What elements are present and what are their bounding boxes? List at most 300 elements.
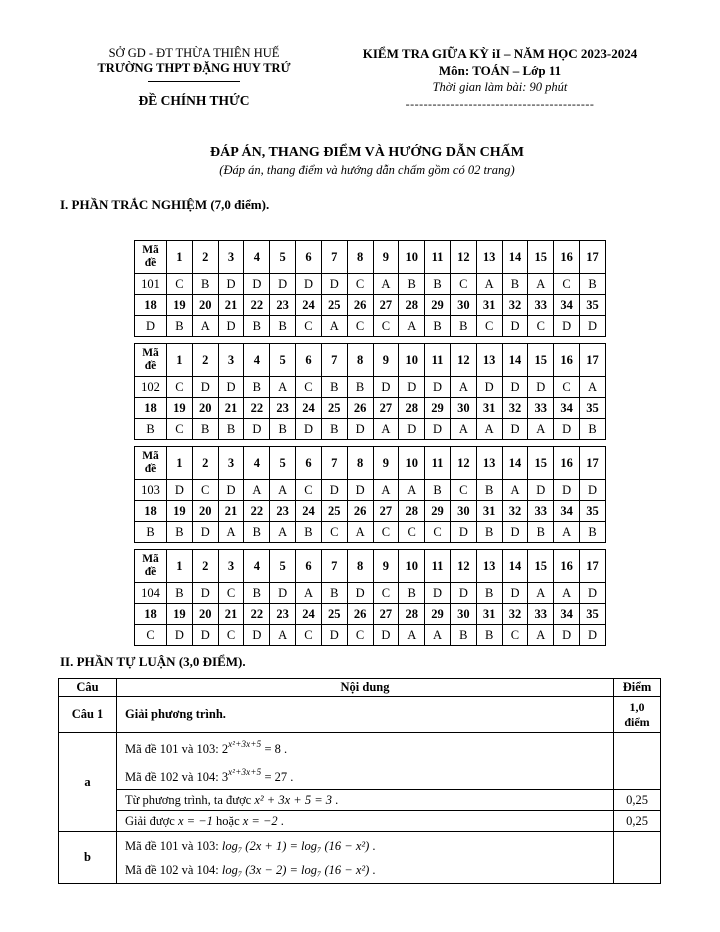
mc-cell: A — [373, 480, 399, 501]
mc-table-103-row-2 — [135, 480, 606, 501]
mc-cell: B — [450, 625, 476, 646]
mc-cell: 31 — [476, 295, 502, 316]
mc-cell: 33 — [528, 604, 554, 625]
mc-cell: 6 — [296, 241, 322, 274]
mc-cell: B — [476, 583, 502, 604]
mc-cell: C — [218, 583, 244, 604]
mc-cell: 24 — [296, 295, 322, 316]
mc-table-104-row-4 — [135, 625, 606, 646]
mc-cell: 20 — [192, 295, 218, 316]
mc-cell: B — [502, 274, 528, 295]
mc-cell: 4 — [244, 447, 270, 480]
mc-cell: 34 — [554, 295, 580, 316]
mc-cell: A — [347, 522, 373, 543]
mc-table-104-row-2 — [135, 583, 606, 604]
eq-a1-exponent: x²+3x+5 — [228, 739, 262, 749]
mc-cell: 32 — [502, 501, 528, 522]
mc-cell: 15 — [528, 550, 554, 583]
eq-b2-period: . — [369, 862, 376, 877]
mc-cell: 35 — [580, 398, 606, 419]
step1-text: Từ phương trình, ta được — [125, 792, 255, 807]
mc-cell: D — [399, 377, 425, 398]
mc-cell: 35 — [580, 295, 606, 316]
mc-cell: 17 — [580, 344, 606, 377]
part-a-step1 — [117, 790, 614, 811]
mc-cell: 14 — [502, 447, 528, 480]
mc-cell: 1 — [167, 447, 193, 480]
mc-cell: D — [167, 625, 193, 646]
mc-cell: A — [270, 522, 296, 543]
step2-math2: x = −2 — [242, 813, 278, 828]
step2-math1: x = −1 — [177, 813, 213, 828]
mc-cell: B — [167, 522, 193, 543]
mc-cell: D — [580, 480, 606, 501]
mc-cell: 5 — [270, 550, 296, 583]
mc-cell: A — [399, 316, 425, 337]
mc-cell: A — [580, 377, 606, 398]
mc-table-104-row-3 — [135, 604, 606, 625]
eq-b1-math: log₇ (2x + 1) = log₇ (16 − x²) — [221, 838, 370, 853]
header-left-block — [60, 46, 328, 112]
mc-cell: D — [580, 625, 606, 646]
mc-cell: C — [167, 419, 193, 440]
part-b-points — [614, 832, 661, 884]
mc-cell: 16 — [554, 550, 580, 583]
mc-cell: C — [135, 625, 167, 646]
mc-cell: 2 — [192, 550, 218, 583]
mc-cell: 19 — [167, 398, 193, 419]
mc-cell: A — [528, 419, 554, 440]
mc-cell: D — [218, 274, 244, 295]
step2-text1: Giải được — [125, 813, 178, 828]
part-b-equation-2 — [125, 858, 609, 882]
mc-table-101-row-2 — [135, 274, 606, 295]
mc-cell: 19 — [167, 604, 193, 625]
mc-cell: 25 — [321, 398, 347, 419]
header-right-block — [332, 46, 668, 112]
answer-key-title: ĐÁP ÁN, THANG ĐIỂM VÀ HƯỚNG DẪN CHẤM — [210, 145, 524, 160]
mc-cell: D — [450, 583, 476, 604]
mc-cell: 32 — [502, 604, 528, 625]
mc-cell: 20 — [192, 604, 218, 625]
eq-a2-exponent: x²+3x+5 — [228, 767, 262, 778]
part-b-equation-1 — [125, 834, 609, 858]
mc-cell: 14 — [502, 550, 528, 583]
mc-cell: 33 — [528, 295, 554, 316]
mc-table-104-row-1 — [135, 550, 606, 583]
mc-cell: 5 — [270, 447, 296, 480]
mc-cell: 19 — [167, 501, 193, 522]
section1-heading: I. PHẦN TRẮC NGHIỆM (7,0 điểm). — [60, 197, 270, 212]
mc-cell: D — [373, 625, 399, 646]
mc-cell: A — [502, 480, 528, 501]
mc-cell: B — [244, 522, 270, 543]
mc-cell: D — [192, 583, 218, 604]
mc-table-101-row-4 — [135, 316, 606, 337]
mc-table-102-row-4 — [135, 419, 606, 440]
mc-cell: 27 — [373, 398, 399, 419]
mc-cell: 22 — [244, 295, 270, 316]
mc-cell: 17 — [580, 241, 606, 274]
mc-cell: 29 — [425, 398, 451, 419]
mc-cell: D — [425, 419, 451, 440]
mc-cell: D — [192, 625, 218, 646]
mc-cell: 27 — [373, 604, 399, 625]
mc-cell: 14 — [502, 344, 528, 377]
step2-points: 0,25 — [614, 811, 661, 832]
mc-cell: 9 — [373, 241, 399, 274]
mc-cell: C — [347, 625, 373, 646]
mc-cell: 7 — [321, 241, 347, 274]
mc-cell: 26 — [347, 398, 373, 419]
step1-period: . — [332, 792, 339, 807]
mc-cell: C — [347, 316, 373, 337]
mc-cell: 3 — [218, 447, 244, 480]
mc-cell: D — [425, 583, 451, 604]
mc-cell: 9 — [373, 344, 399, 377]
part-a-label: a — [59, 733, 117, 832]
mc-cell: C — [192, 480, 218, 501]
mc-cell: 7 — [321, 344, 347, 377]
subject-line: Môn: TOÁN – Lớp 11 — [438, 63, 562, 78]
mc-cell: 102 — [135, 377, 167, 398]
part-a-step2 — [117, 811, 614, 832]
mc-cell: 28 — [399, 604, 425, 625]
mc-cell: 21 — [218, 501, 244, 522]
mc-cell: B — [270, 419, 296, 440]
step1-points: 0,25 — [614, 790, 661, 811]
mc-cell: 1 — [167, 550, 193, 583]
mc-cell: 20 — [192, 501, 218, 522]
eq-b1-prefix: Mã đề 101 và 103: — [125, 838, 222, 853]
mc-cell: 10 — [399, 550, 425, 583]
mc-cell: 7 — [321, 447, 347, 480]
essay-row-a-step1 — [59, 790, 661, 811]
mc-cell: D — [528, 480, 554, 501]
mc-cell: D — [580, 583, 606, 604]
mc-cell: 2 — [192, 344, 218, 377]
mc-cell: B — [425, 274, 451, 295]
mc-cell: B — [218, 419, 244, 440]
mc-cell: 33 — [528, 398, 554, 419]
mc-cell: A — [270, 625, 296, 646]
mc-cell: B — [244, 377, 270, 398]
mc-cell: 7 — [321, 550, 347, 583]
mc-cell: D — [321, 274, 347, 295]
mc-cell: A — [270, 377, 296, 398]
mc-cell: 3 — [218, 344, 244, 377]
mc-cell: 18 — [135, 295, 167, 316]
mc-cell: 35 — [580, 604, 606, 625]
mc-table-104 — [134, 549, 606, 646]
mc-cell: 13 — [476, 447, 502, 480]
mc-cell: A — [373, 274, 399, 295]
mc-cell: D — [554, 316, 580, 337]
mc-cell: A — [218, 522, 244, 543]
mc-cell: D — [347, 419, 373, 440]
mc-cell: D — [347, 480, 373, 501]
cau1-points-value: 1,0 — [629, 700, 645, 715]
mc-cell: A — [528, 274, 554, 295]
mc-cell: B — [476, 625, 502, 646]
mc-cell: Mã đề — [135, 344, 167, 377]
mc-cell: 35 — [580, 501, 606, 522]
mc-cell: 18 — [135, 398, 167, 419]
mc-cell: B — [347, 377, 373, 398]
mc-cell: 11 — [425, 241, 451, 274]
mc-cell: B — [296, 522, 322, 543]
mc-cell: D — [270, 583, 296, 604]
cau1-points-unit: điểm — [624, 714, 650, 729]
mc-cell: 34 — [554, 604, 580, 625]
mc-cell: B — [270, 316, 296, 337]
mc-cell: C — [296, 625, 322, 646]
mc-cell: 4 — [244, 550, 270, 583]
mc-cell: 25 — [321, 501, 347, 522]
mc-cell: 25 — [321, 604, 347, 625]
mc-cell: D — [321, 480, 347, 501]
mc-cell: B — [580, 274, 606, 295]
mc-cell: 6 — [296, 550, 322, 583]
mc-cell: C — [373, 583, 399, 604]
mc-cell: A — [270, 480, 296, 501]
mc-cell: D — [321, 625, 347, 646]
mc-cell: D — [135, 316, 167, 337]
cau1-label: Câu 1 — [59, 697, 117, 733]
mc-cell: 12 — [450, 241, 476, 274]
dashed-separator: ------------------------------------------ — [405, 97, 595, 111]
mc-cell: 26 — [347, 604, 373, 625]
mc-cell: C — [373, 522, 399, 543]
mc-cell: 28 — [399, 295, 425, 316]
mc-cell: B — [167, 316, 193, 337]
mc-cell: C — [450, 480, 476, 501]
mc-cell: C — [347, 274, 373, 295]
mc-cell: D — [244, 274, 270, 295]
mc-cell: 30 — [450, 501, 476, 522]
mc-table-101-row-3 — [135, 295, 606, 316]
mc-cell: B — [399, 274, 425, 295]
mc-cell: D — [192, 522, 218, 543]
mc-cell: 32 — [502, 295, 528, 316]
mc-cell: 28 — [399, 398, 425, 419]
mc-cell: 5 — [270, 241, 296, 274]
mc-cell: 30 — [450, 398, 476, 419]
mc-cell: 1 — [167, 241, 193, 274]
mc-cell: D — [244, 419, 270, 440]
mc-cell: 31 — [476, 604, 502, 625]
mc-cell: D — [218, 377, 244, 398]
mc-cell: 8 — [347, 447, 373, 480]
mc-cell: 24 — [296, 398, 322, 419]
mc-cell: C — [296, 377, 322, 398]
mc-cell: 17 — [580, 550, 606, 583]
header-rule — [148, 81, 240, 82]
step1-math: x² + 3x + 5 = 3 — [254, 792, 333, 807]
mc-cell: C — [554, 377, 580, 398]
mc-table-101-row-1 — [135, 241, 606, 274]
mc-cell: B — [135, 522, 167, 543]
mc-cell: 15 — [528, 241, 554, 274]
mc-cell: A — [192, 316, 218, 337]
mc-cell: 26 — [347, 295, 373, 316]
mc-cell: 17 — [580, 447, 606, 480]
mc-cell: 14 — [502, 241, 528, 274]
mc-cell: B — [476, 480, 502, 501]
mc-cell: 12 — [450, 344, 476, 377]
mc-cell: B — [321, 377, 347, 398]
mc-cell: 26 — [347, 501, 373, 522]
mc-cell: 9 — [373, 447, 399, 480]
mc-cell: 6 — [296, 447, 322, 480]
mc-cell: D — [218, 316, 244, 337]
mc-cell: A — [425, 625, 451, 646]
mc-cell: 104 — [135, 583, 167, 604]
mc-cell: 27 — [373, 501, 399, 522]
mc-cell: 6 — [296, 344, 322, 377]
mc-cell: D — [244, 625, 270, 646]
part-b-equations — [117, 832, 614, 884]
mc-cell: B — [192, 274, 218, 295]
mc-cell: D — [270, 274, 296, 295]
mc-cell: 34 — [554, 501, 580, 522]
mc-cell: 30 — [450, 604, 476, 625]
mc-cell: 3 — [218, 550, 244, 583]
mc-cell: 15 — [528, 447, 554, 480]
mc-cell: C — [399, 522, 425, 543]
mc-cell: A — [554, 583, 580, 604]
mc-cell: 18 — [135, 604, 167, 625]
mc-cell: 8 — [347, 344, 373, 377]
mc-cell: D — [502, 377, 528, 398]
mc-cell: D — [476, 377, 502, 398]
mc-cell: A — [476, 419, 502, 440]
mc-cell: B — [244, 316, 270, 337]
mc-cell: 9 — [373, 550, 399, 583]
eq-a2-rhs: = 27 . — [261, 770, 294, 785]
mc-cell: 31 — [476, 398, 502, 419]
eq-a1-base: 2 — [221, 742, 229, 757]
mc-cell: A — [554, 522, 580, 543]
mc-cell: D — [554, 419, 580, 440]
mc-table-102-row-1 — [135, 344, 606, 377]
mc-cell: B — [244, 583, 270, 604]
mc-cell: 11 — [425, 447, 451, 480]
mc-cell: D — [502, 583, 528, 604]
mc-cell: 33 — [528, 501, 554, 522]
part-a-equations-points — [614, 733, 661, 790]
col-header-noidung: Nội dung — [117, 679, 614, 697]
document-header — [0, 0, 720, 112]
essay-row-b — [59, 832, 661, 884]
mc-cell: B — [135, 419, 167, 440]
title-block — [0, 145, 720, 178]
mc-cell: 29 — [425, 604, 451, 625]
mc-table-103-row-1 — [135, 447, 606, 480]
mc-cell: B — [399, 583, 425, 604]
mc-cell: A — [476, 274, 502, 295]
mc-cell: 19 — [167, 295, 193, 316]
mc-cell: 13 — [476, 241, 502, 274]
mc-cell: 12 — [450, 550, 476, 583]
mc-cell: Mã đề — [135, 550, 167, 583]
mc-table-102-row-2 — [135, 377, 606, 398]
mc-cell: 24 — [296, 501, 322, 522]
official-exam-label: ĐỀ CHÍNH THỨC — [138, 93, 250, 108]
school-name: TRƯỜNG THPT ĐẶNG HUY TRỨ — [97, 61, 291, 75]
mc-cell: C — [476, 316, 502, 337]
mc-cell: D — [502, 316, 528, 337]
mc-cell: B — [580, 419, 606, 440]
mc-cell: A — [450, 377, 476, 398]
mc-cell: 23 — [270, 398, 296, 419]
mc-cell: C — [373, 316, 399, 337]
mc-cell: D — [502, 522, 528, 543]
mc-cell: C — [296, 480, 322, 501]
mc-cell: 10 — [399, 344, 425, 377]
mc-table-102 — [134, 343, 606, 440]
mc-cell: D — [167, 480, 193, 501]
cau1-points — [614, 697, 661, 733]
essay-header-row — [59, 679, 661, 697]
mc-cell: 5 — [270, 344, 296, 377]
duration-line: Thời gian làm bài: 90 phút — [432, 80, 568, 94]
mc-cell: D — [580, 316, 606, 337]
mc-cell: 16 — [554, 447, 580, 480]
mc-cell: 22 — [244, 398, 270, 419]
mc-cell: 2 — [192, 447, 218, 480]
mc-cell: D — [347, 583, 373, 604]
eq-a2-base: 3 — [221, 770, 229, 785]
eq-a2-prefix: Mã đề 102 và 104: — [125, 770, 222, 785]
mc-cell: D — [502, 419, 528, 440]
mc-cell: B — [528, 522, 554, 543]
mc-cell: C — [218, 625, 244, 646]
mc-cell: A — [399, 625, 425, 646]
part-a-equation-1 — [125, 733, 609, 761]
mc-cell: 13 — [476, 344, 502, 377]
mc-cell: 21 — [218, 604, 244, 625]
mc-table-103 — [134, 446, 606, 543]
mc-cell: 101 — [135, 274, 167, 295]
mc-cell: 30 — [450, 295, 476, 316]
mc-cell: 13 — [476, 550, 502, 583]
mc-cell: 20 — [192, 398, 218, 419]
mc-cell: D — [554, 480, 580, 501]
mc-cell: 27 — [373, 295, 399, 316]
essay-row-a-step2 — [59, 811, 661, 832]
col-header-diem: Điểm — [614, 679, 661, 697]
mc-cell: 23 — [270, 295, 296, 316]
mc-cell: C — [167, 377, 193, 398]
mc-cell: D — [425, 377, 451, 398]
mc-cell: 11 — [425, 550, 451, 583]
mc-cell: D — [528, 377, 554, 398]
mc-table-103-row-4 — [135, 522, 606, 543]
mc-cell: 10 — [399, 241, 425, 274]
mc-cell: C — [528, 316, 554, 337]
mc-cell: 103 — [135, 480, 167, 501]
mc-cell: D — [399, 419, 425, 440]
mc-cell: B — [321, 419, 347, 440]
mc-tables — [134, 240, 720, 646]
eq-b1-period: . — [369, 838, 376, 853]
mc-cell: A — [373, 419, 399, 440]
mc-cell: 16 — [554, 241, 580, 274]
mc-cell: 23 — [270, 501, 296, 522]
mc-cell: C — [450, 274, 476, 295]
mc-cell: 32 — [502, 398, 528, 419]
